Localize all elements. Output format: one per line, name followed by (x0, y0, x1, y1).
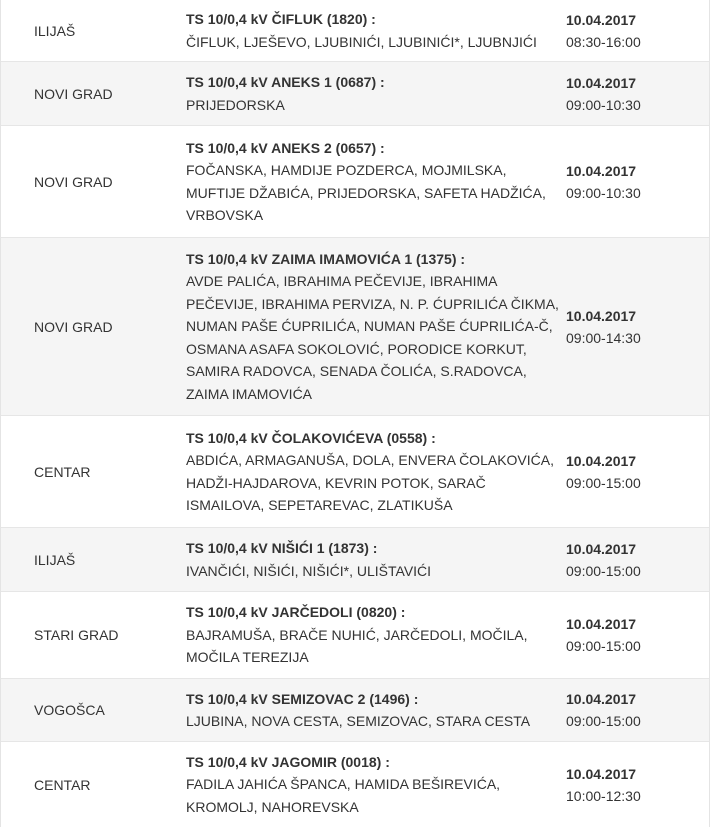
streets-list: BAJRAMUŠA, BRAČE NUHIĆ, JARČEDOLI, MOČILA, MOČILA TEREZIJA (186, 626, 528, 666)
outage-date: 10.04.2017 (566, 307, 637, 324)
time-cell (559, 305, 709, 349)
streets-list: AVDE PALIĆA, IBRAHIMA PEČEVIJE, IBRAHIMA PEČEVIJE, IBRAHIMA PERVIZA, N. P. ĆUPRILIĆA ČIKMA, NUMAN PAŠE ĆUPRILIĆA, NUMAN PAŠE ĆUPRILIĆA-Č, OSMANA ASAFA SOKOLOVIĆ, PORODICE KORKUT, SAMIRA RADOVCA, SENADA ČOLIĆA, S.RADOVCA, ZAIMA IMAMOVIĆA (186, 273, 559, 402)
region-cell: NOVI GRAD (34, 85, 113, 102)
region-cell: ILIJAŠ (34, 22, 76, 39)
streets-list: IVANČIĆI, NIŠIĆI, NIŠIĆI*, ULIŠTAVIĆI (186, 562, 432, 579)
time-cell (559, 538, 709, 582)
station-cell (181, 601, 559, 669)
station-title: TS 10/0,4 kV JAGOMIR (0018) : (186, 753, 390, 770)
region-cell: NOVI GRAD (34, 318, 113, 335)
region-cell: VOGOŠCA (34, 702, 105, 718)
outage-hours: 09:00-15:00 (566, 474, 641, 491)
table-row (1, 678, 709, 741)
outage-date: 10.04.2017 (566, 540, 637, 557)
station-cell (181, 427, 559, 517)
streets-list: PRIJEDORSKA (186, 96, 285, 113)
streets-list: LJUBINA, NOVA CESTA, SEMIZOVAC, STARA CESTA (186, 713, 531, 729)
region-cell: CENTAR (34, 463, 91, 480)
region-cell: ILIJAŠ (34, 551, 76, 568)
outage-hours: 09:00-10:30 (566, 184, 641, 201)
table-row (1, 415, 709, 527)
station-cell (181, 137, 559, 227)
streets-list: ČIFLUK, LJEŠEVO, LJUBINIĆI, LJUBINIĆI*, LJUBNJIĆI (186, 33, 537, 50)
time-cell (559, 9, 709, 53)
outage-hours: 09:00-15:00 (566, 713, 641, 729)
table-row (1, 741, 709, 827)
station-cell (181, 8, 559, 53)
station-cell (181, 688, 559, 733)
outage-date: 10.04.2017 (566, 616, 637, 632)
outage-hours: 09:00-10:30 (566, 96, 641, 113)
outage-hours: 09:00-15:00 (566, 562, 641, 579)
station-title: TS 10/0,4 kV ČIFLUK (1820) : (186, 11, 376, 27)
streets-list: FOČANSKA, HAMDIJE POZDERCA, MOJMILSKA, MUFTIJE DŽABIĆA, PRIJEDORSKA, SAFETA HADŽIĆA, VRBOVSKA (186, 162, 546, 223)
region-cell: CENTAR (34, 776, 91, 793)
time-cell (559, 688, 709, 732)
time-cell (559, 613, 709, 657)
outage-date: 10.04.2017 (566, 11, 637, 28)
station-cell (181, 71, 559, 116)
time-cell (559, 72, 709, 116)
region-cell: STARI GRAD (34, 627, 119, 643)
outage-date: 10.04.2017 (566, 74, 637, 91)
outage-date: 10.04.2017 (566, 162, 637, 179)
station-cell (181, 751, 559, 819)
region-cell: NOVI GRAD (34, 173, 113, 190)
outage-date: 10.04.2017 (566, 691, 637, 707)
station-title: TS 10/0,4 kV ANEKS 1 (0687) : (186, 74, 385, 90)
table-row (1, 237, 709, 415)
outage-hours: 10:00-12:30 (566, 787, 641, 804)
station-title: TS 10/0,4 kV NIŠIĆI 1 (1873) : (186, 540, 378, 556)
streets-list: FADILA JAHIĆA ŠPANCA, HAMIDA BEŠIREVIĆA, KROMOLJ, NAHOREVSKA (186, 776, 501, 815)
streets-list: ABDIĆA, ARMAGANUŠA, DOLA, ENVERA ČOLAKOVIĆA, HADŽI-HAJDAROVA, KEVRIN POTOK, SARAČ ISMAILOVA, SEPETAREVAC, ZLATIKUŠA (186, 452, 554, 513)
table-row (1, 591, 709, 678)
table-row (1, 0, 709, 61)
station-cell (181, 537, 559, 582)
table-row (1, 61, 709, 125)
station-title: TS 10/0,4 kV JARČEDOLI (0820) : (186, 604, 406, 621)
time-cell (559, 450, 709, 494)
station-title: TS 10/0,4 kV SEMIZOVAC 2 (1496) : (186, 690, 419, 707)
time-cell (559, 160, 709, 204)
outage-hours: 09:00-15:00 (566, 638, 641, 654)
table-row (1, 125, 709, 237)
time-cell (559, 763, 709, 807)
outage-hours: 09:00-14:30 (566, 329, 641, 346)
outage-hours: 08:30-16:00 (566, 33, 641, 50)
table-row (1, 527, 709, 591)
station-cell (181, 248, 559, 406)
station-title: TS 10/0,4 kV ČOLAKOVIĆEVA (0558) : (186, 429, 436, 446)
station-title: TS 10/0,4 kV ZAIMA IMAMOVIĆA 1 (1375) : (186, 250, 466, 267)
outage-date: 10.04.2017 (566, 765, 637, 782)
outage-date: 10.04.2017 (566, 452, 637, 469)
station-title: TS 10/0,4 kV ANEKS 2 (0657) : (186, 139, 385, 156)
